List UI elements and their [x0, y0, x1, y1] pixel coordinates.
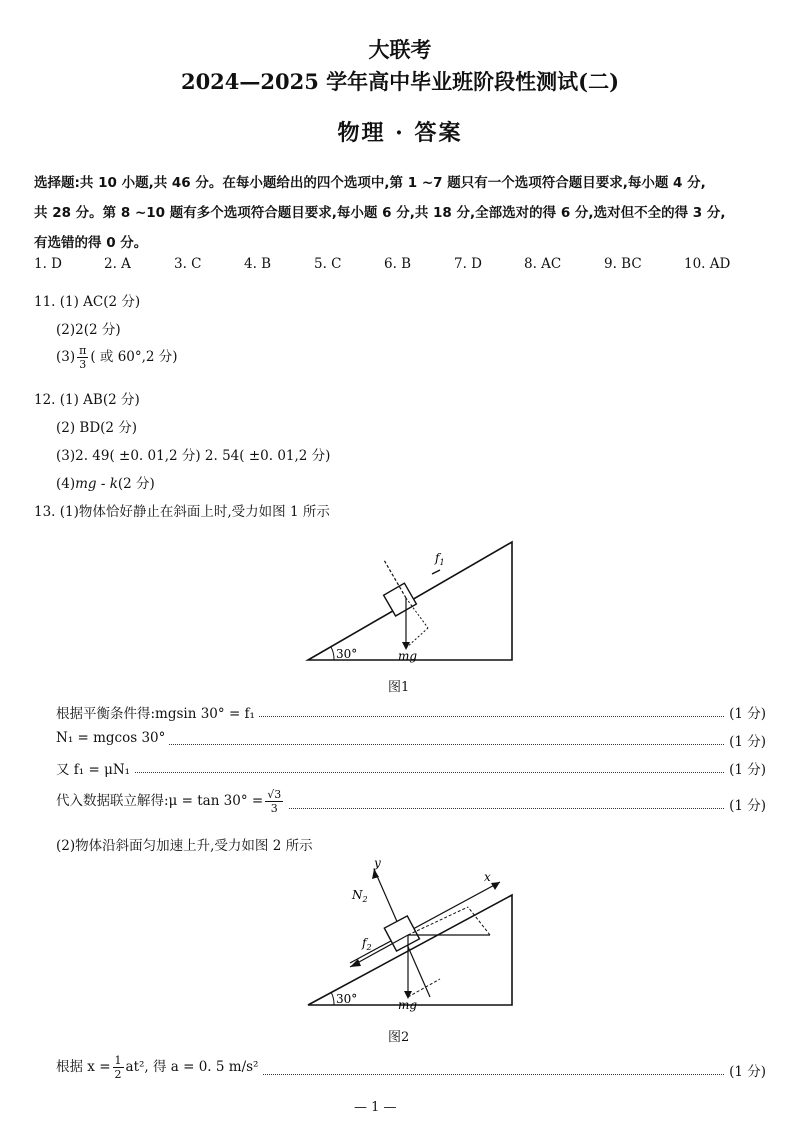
- q12-part4-expression: mg - k: [75, 476, 118, 492]
- equation-row-1: [56, 702, 766, 724]
- figure-1-caption: 图1: [388, 680, 410, 695]
- dotted-leader: [56, 772, 766, 773]
- n2-symbol: N: [352, 888, 363, 902]
- fraction-numerator: √3: [267, 788, 282, 801]
- equation-row-5: [56, 1054, 766, 1090]
- f2-subscript: 2: [366, 943, 372, 952]
- fig1-angle-label: 30°: [336, 647, 358, 661]
- q12-part4: [56, 472, 155, 492]
- points-2: (1 分): [725, 730, 766, 750]
- fraction-denominator: 3: [270, 802, 278, 815]
- x-axis-label: x: [484, 870, 491, 884]
- equation-2: N₁ = mgcos 30°: [56, 730, 169, 746]
- points-4: (1 分): [725, 794, 766, 814]
- answer-3: 3. C: [174, 256, 202, 272]
- angle-arc: [331, 647, 334, 660]
- q12-part4-label: (4): [56, 476, 76, 492]
- points-5: (1 分): [725, 1060, 766, 1080]
- fraction-numerator: π: [79, 344, 87, 357]
- q11-part3: [56, 344, 178, 371]
- x-axis: [350, 882, 500, 963]
- figure-1-incline-diagram: [290, 530, 530, 680]
- q13-part1-intro: 13. (1)物体恰好静止在斜面上时,受力如图 1 所示: [34, 504, 330, 520]
- f1-symbol: f: [435, 551, 440, 565]
- answer-1: 1. D: [34, 256, 62, 272]
- component-dashed-2: [408, 907, 468, 935]
- fraction-numerator: 1: [114, 1054, 122, 1067]
- equation-row-3: [56, 758, 766, 780]
- q11-part1: 11. (1) AC(2 分): [34, 294, 141, 310]
- answer-2: 2. A: [104, 256, 131, 272]
- equation-row-2: [56, 730, 766, 752]
- equation-5-prefix: 根据 x =: [56, 1059, 111, 1075]
- fig2-f2-label: [361, 936, 372, 952]
- component-dashed-1: [468, 907, 490, 935]
- force-component-dashed: [406, 598, 428, 628]
- equation-4: [56, 788, 289, 815]
- choice-instructions: [34, 168, 774, 258]
- pi-over-3-fraction: [77, 344, 88, 371]
- f1-subscript: 1: [439, 558, 445, 567]
- force-component-dashed-2: [406, 628, 428, 648]
- answer-8: 8. AC: [524, 256, 562, 272]
- fig1-f1-label: [434, 551, 445, 567]
- equation-3: 又 f₁ = μN₁: [56, 758, 134, 778]
- q12-part1: 12. (1) AB(2 分): [34, 392, 140, 408]
- points-3: (1 分): [725, 758, 766, 778]
- instructions-line-3: 有选错的得 0 分。: [34, 235, 148, 251]
- figure-2-caption: 图2: [388, 1030, 410, 1045]
- answer-7: 7. D: [454, 256, 482, 272]
- component-dashed-3: [408, 979, 440, 997]
- fraction-denominator: 2: [114, 1068, 122, 1081]
- instructions-line-2: 共 28 分。第 8 ~10 题有多个选项符合题目要求,每小题 6 分,共 18 分,全部选对的得 6 分,选对但不全的得 3 分,: [34, 205, 726, 221]
- n2-subscript: 2: [362, 895, 368, 904]
- q12-part3: (3)2. 49( ±0. 01,2 分) 2. 54( ±0. 01,2 分): [56, 448, 331, 464]
- q11-part3-note: ( 或 60°,2 分): [90, 349, 178, 365]
- angle-arc: [331, 992, 334, 1005]
- q11-part2: (2)2(2 分): [56, 322, 121, 338]
- equation-5-rest: at², 得 a = 0. 5 m/s²: [125, 1059, 259, 1075]
- answer-10: 10. AD: [684, 256, 731, 272]
- one-half-fraction: [113, 1054, 124, 1081]
- friction-arrow-mark: [432, 570, 440, 574]
- f2-symbol: f: [362, 936, 367, 950]
- fig2-n2-label: [351, 888, 368, 904]
- answer-4: 4. B: [244, 256, 272, 272]
- answer-5: 5. C: [314, 256, 342, 272]
- q11-part3-label: (3): [56, 349, 76, 365]
- page-number: — 1 —: [354, 1100, 397, 1115]
- exam-series-title: 大联考: [368, 37, 432, 62]
- equation-4-text: 代入数据联立解得:μ = tan 30° =: [56, 793, 264, 809]
- exam-title: 2024—2025 学年高中毕业班阶段性测试(二): [180, 69, 620, 94]
- answer-9: 9. BC: [604, 256, 642, 272]
- equation-5: [56, 1054, 262, 1081]
- sqrt3-over-3-fraction: [265, 788, 283, 815]
- equation-row-4: [56, 788, 766, 824]
- equation-1: 根据平衡条件得:mgsin 30° = f₁: [56, 702, 259, 722]
- fraction-denominator: 3: [79, 358, 87, 371]
- figure-2-incline-diagram: [290, 855, 530, 1015]
- instructions-line-1: 选择题:共 10 小题,共 46 分。在每小题给出的四个选项中,第 1 ~7 题只有一个选项符合题目要求,每小题 4 分,: [34, 175, 706, 191]
- fig1-mg-label: mg: [398, 649, 418, 663]
- fig2-mg-label: mg: [398, 998, 418, 1012]
- q12-part2: (2) BD(2 分): [56, 420, 138, 436]
- fig2-angle-label: 30°: [336, 992, 358, 1006]
- answer-6: 6. B: [384, 256, 412, 272]
- q12-part4-points: (2 分): [117, 476, 155, 492]
- points-1: (1 分): [725, 702, 766, 722]
- subject-title: 物理 · 答案: [337, 120, 463, 146]
- y-axis-label: y: [374, 856, 381, 870]
- q13-part2-intro: (2)物体沿斜面匀加速上升,受力如图 2 所示: [56, 838, 313, 854]
